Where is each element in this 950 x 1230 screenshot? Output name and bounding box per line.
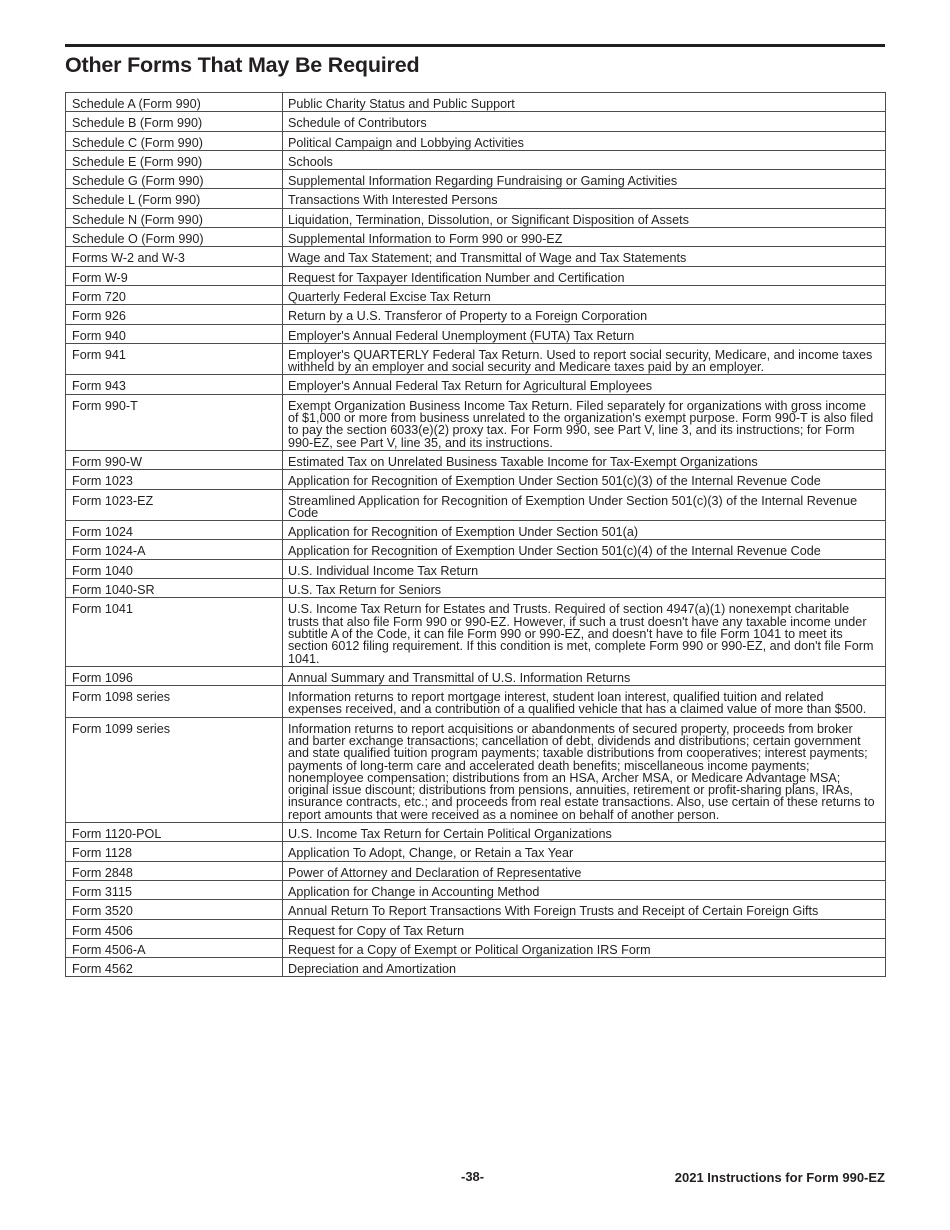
- page-number: -38-: [461, 1169, 485, 1184]
- form-description-cell: Quarterly Federal Excise Tax Return: [283, 285, 886, 304]
- table-row: [66, 170, 886, 189]
- table-row: [66, 579, 886, 598]
- table-row: [66, 958, 886, 977]
- form-name-cell: Form 1098 series: [66, 686, 283, 718]
- table-row: [66, 131, 886, 150]
- form-name-cell: Schedule L (Form 990): [66, 189, 283, 208]
- form-description-cell: Power of Attorney and Declaration of Representative: [283, 861, 886, 880]
- page-title: Other Forms That May Be Required: [65, 53, 420, 77]
- table-row: [66, 343, 886, 375]
- form-description-cell: Request for Copy of Tax Return: [283, 919, 886, 938]
- form-description-cell: Supplemental Information Regarding Fundraising or Gaming Activities: [283, 170, 886, 189]
- form-description-cell: Employer's Annual Federal Unemployment (FUTA) Tax Return: [283, 324, 886, 343]
- form-description-cell: Information returns to report acquisitions or abandonments of secured property, proceeds from broker and barter exchange transactions; cancellation of debt, dividends and distributions; certain government and state qualified tuition program payments; taxable distributions from cooperatives; interest payments; payments of long-term care and accelerated death benefits; miscellaneous income payments; nonemployee compensation; distributions from an HSA, Archer MSA, or Medicare Advantage MSA; original issue discount; distributions from pensions, annuities, retirement or profit-sharing plans, IRAs, insurance contracts, etc.; and proceeds from real estate transactions. Also, use certain of these returns to report amounts that were received as a nominee on behalf of another person.: [283, 717, 886, 822]
- form-name-cell: Form 3520: [66, 900, 283, 919]
- table-row: [66, 880, 886, 899]
- table-row: [66, 489, 886, 521]
- table-row: [66, 375, 886, 394]
- form-name-cell: Schedule B (Form 990): [66, 112, 283, 131]
- form-description-cell: Depreciation and Amortization: [283, 958, 886, 977]
- form-name-cell: Form 3115: [66, 880, 283, 899]
- table-row: [66, 112, 886, 131]
- form-name-cell: Form 720: [66, 285, 283, 304]
- form-description-cell: Application for Change in Accounting Method: [283, 880, 886, 899]
- form-name-cell: Form 990-T: [66, 394, 283, 450]
- form-description-cell: Request for a Copy of Exempt or Political Organization IRS Form: [283, 938, 886, 957]
- table-row: [66, 686, 886, 718]
- form-name-cell: Form 1128: [66, 842, 283, 861]
- form-name-cell: Schedule G (Form 990): [66, 170, 283, 189]
- form-description-cell: Application for Recognition of Exemption Under Section 501(c)(4) of the Internal Revenue Code: [283, 540, 886, 559]
- form-name-cell: Form 990-W: [66, 450, 283, 469]
- form-name-cell: Form 1041: [66, 598, 283, 666]
- form-description-cell: Employer's Annual Federal Tax Return for Agricultural Employees: [283, 375, 886, 394]
- form-name-cell: Form W-9: [66, 266, 283, 285]
- table-row: [66, 450, 886, 469]
- form-name-cell: Form 1120-POL: [66, 823, 283, 842]
- form-description-cell: U.S. Income Tax Return for Estates and Trusts. Required of section 4947(a)(1) nonexempt charitable trusts that also file Form 990 or 990-EZ. However, if such a trust doesn't have any taxable income under subtitle A of the Code, it can file Form 990 or 990-EZ, and doesn't have to file Form 1041 to meet its section 6012 filing requirement. If this condition is met, complete Form 990 or 990-EZ, and don't file Form 1041.: [283, 598, 886, 666]
- table-row: [66, 285, 886, 304]
- form-name-cell: Schedule O (Form 990): [66, 228, 283, 247]
- form-name-cell: Form 1096: [66, 666, 283, 685]
- table-row: [66, 823, 886, 842]
- table-row: [66, 521, 886, 540]
- form-name-cell: Schedule E (Form 990): [66, 150, 283, 169]
- form-name-cell: Schedule A (Form 990): [66, 93, 283, 112]
- form-description-cell: Schedule of Contributors: [283, 112, 886, 131]
- form-name-cell: Forms W-2 and W-3: [66, 247, 283, 266]
- form-name-cell: Form 1024: [66, 521, 283, 540]
- table-row: [66, 559, 886, 578]
- table-row: [66, 228, 886, 247]
- form-name-cell: Form 2848: [66, 861, 283, 880]
- form-description-cell: Information returns to report mortgage interest, student loan interest, qualified tuition and related expenses received, and a contribution of a qualified vehicle that has a claimed value of more than $500.: [283, 686, 886, 718]
- table-row: [66, 324, 886, 343]
- form-description-cell: Schools: [283, 150, 886, 169]
- form-description-cell: Public Charity Status and Public Support: [283, 93, 886, 112]
- form-name-cell: Schedule C (Form 990): [66, 131, 283, 150]
- table-row: [66, 861, 886, 880]
- form-description-cell: Application for Recognition of Exemption Under Section 501(a): [283, 521, 886, 540]
- form-name-cell: Schedule N (Form 990): [66, 208, 283, 227]
- footer-title: 2021 Instructions for Form 990-EZ: [674, 1170, 885, 1185]
- table-row: [66, 266, 886, 285]
- table-row: [66, 717, 886, 822]
- form-description-cell: Liquidation, Termination, Dissolution, or Significant Disposition of Assets: [283, 208, 886, 227]
- form-description-cell: Political Campaign and Lobbying Activities: [283, 131, 886, 150]
- top-rule: [65, 44, 885, 47]
- form-name-cell: Form 1023: [66, 470, 283, 489]
- table-row: [66, 470, 886, 489]
- form-name-cell: Form 940: [66, 324, 283, 343]
- form-name-cell: Form 1024-A: [66, 540, 283, 559]
- form-description-cell: Employer's QUARTERLY Federal Tax Return. Used to report social security, Medicare, and income taxes withheld by an employer and social security and Medicare taxes paid by an employer.: [283, 343, 886, 375]
- form-description-cell: Application To Adopt, Change, or Retain a Tax Year: [283, 842, 886, 861]
- form-name-cell: Form 926: [66, 305, 283, 324]
- form-name-cell: Form 1099 series: [66, 717, 283, 822]
- form-description-cell: Streamlined Application for Recognition of Exemption Under Section 501(c)(3) of the Internal Revenue Code: [283, 489, 886, 521]
- form-description-cell: Annual Summary and Transmittal of U.S. Information Returns: [283, 666, 886, 685]
- form-description-cell: Supplemental Information to Form 990 or 990-EZ: [283, 228, 886, 247]
- form-description-cell: Wage and Tax Statement; and Transmittal of Wage and Tax Statements: [283, 247, 886, 266]
- form-description-cell: Estimated Tax on Unrelated Business Taxable Income for Tax-Exempt Organizations: [283, 450, 886, 469]
- form-description-cell: Annual Return To Report Transactions With Foreign Trusts and Receipt of Certain Foreign Gifts: [283, 900, 886, 919]
- forms-table-body: [66, 93, 886, 977]
- table-row: [66, 93, 886, 112]
- form-description-cell: U.S. Tax Return for Seniors: [283, 579, 886, 598]
- form-description-cell: Return by a U.S. Transferor of Property to a Foreign Corporation: [283, 305, 886, 324]
- form-name-cell: Form 1040-SR: [66, 579, 283, 598]
- table-row: [66, 247, 886, 266]
- form-name-cell: Form 1023-EZ: [66, 489, 283, 521]
- form-name-cell: Form 1040: [66, 559, 283, 578]
- table-row: [66, 305, 886, 324]
- forms-table: [65, 92, 886, 977]
- table-row: [66, 540, 886, 559]
- table-row: [66, 900, 886, 919]
- form-name-cell: Form 4506: [66, 919, 283, 938]
- form-description-cell: Exempt Organization Business Income Tax Return. Filed separately for organizations with gross income of $1,000 or more from business unrelated to the organization's exempt purpose. Form 990-T is also filed to pay the section 6033(e)(2) proxy tax. For Form 990, see Part V, line 3, and its instructions; for Form 990-EZ, see Part V, line 35, and its instructions.: [283, 394, 886, 450]
- form-name-cell: Form 943: [66, 375, 283, 394]
- form-description-cell: Request for Taxpayer Identification Number and Certification: [283, 266, 886, 285]
- table-row: [66, 208, 886, 227]
- form-description-cell: Transactions With Interested Persons: [283, 189, 886, 208]
- form-name-cell: Form 941: [66, 343, 283, 375]
- form-name-cell: Form 4506-A: [66, 938, 283, 957]
- table-row: [66, 598, 886, 666]
- form-description-cell: U.S. Individual Income Tax Return: [283, 559, 886, 578]
- table-row: [66, 666, 886, 685]
- table-row: [66, 842, 886, 861]
- form-name-cell: Form 4562: [66, 958, 283, 977]
- table-row: [66, 394, 886, 450]
- table-row: [66, 938, 886, 957]
- form-description-cell: U.S. Income Tax Return for Certain Political Organizations: [283, 823, 886, 842]
- table-row: [66, 189, 886, 208]
- table-row: [66, 919, 886, 938]
- form-description-cell: Application for Recognition of Exemption Under Section 501(c)(3) of the Internal Revenue Code: [283, 470, 886, 489]
- table-row: [66, 150, 886, 169]
